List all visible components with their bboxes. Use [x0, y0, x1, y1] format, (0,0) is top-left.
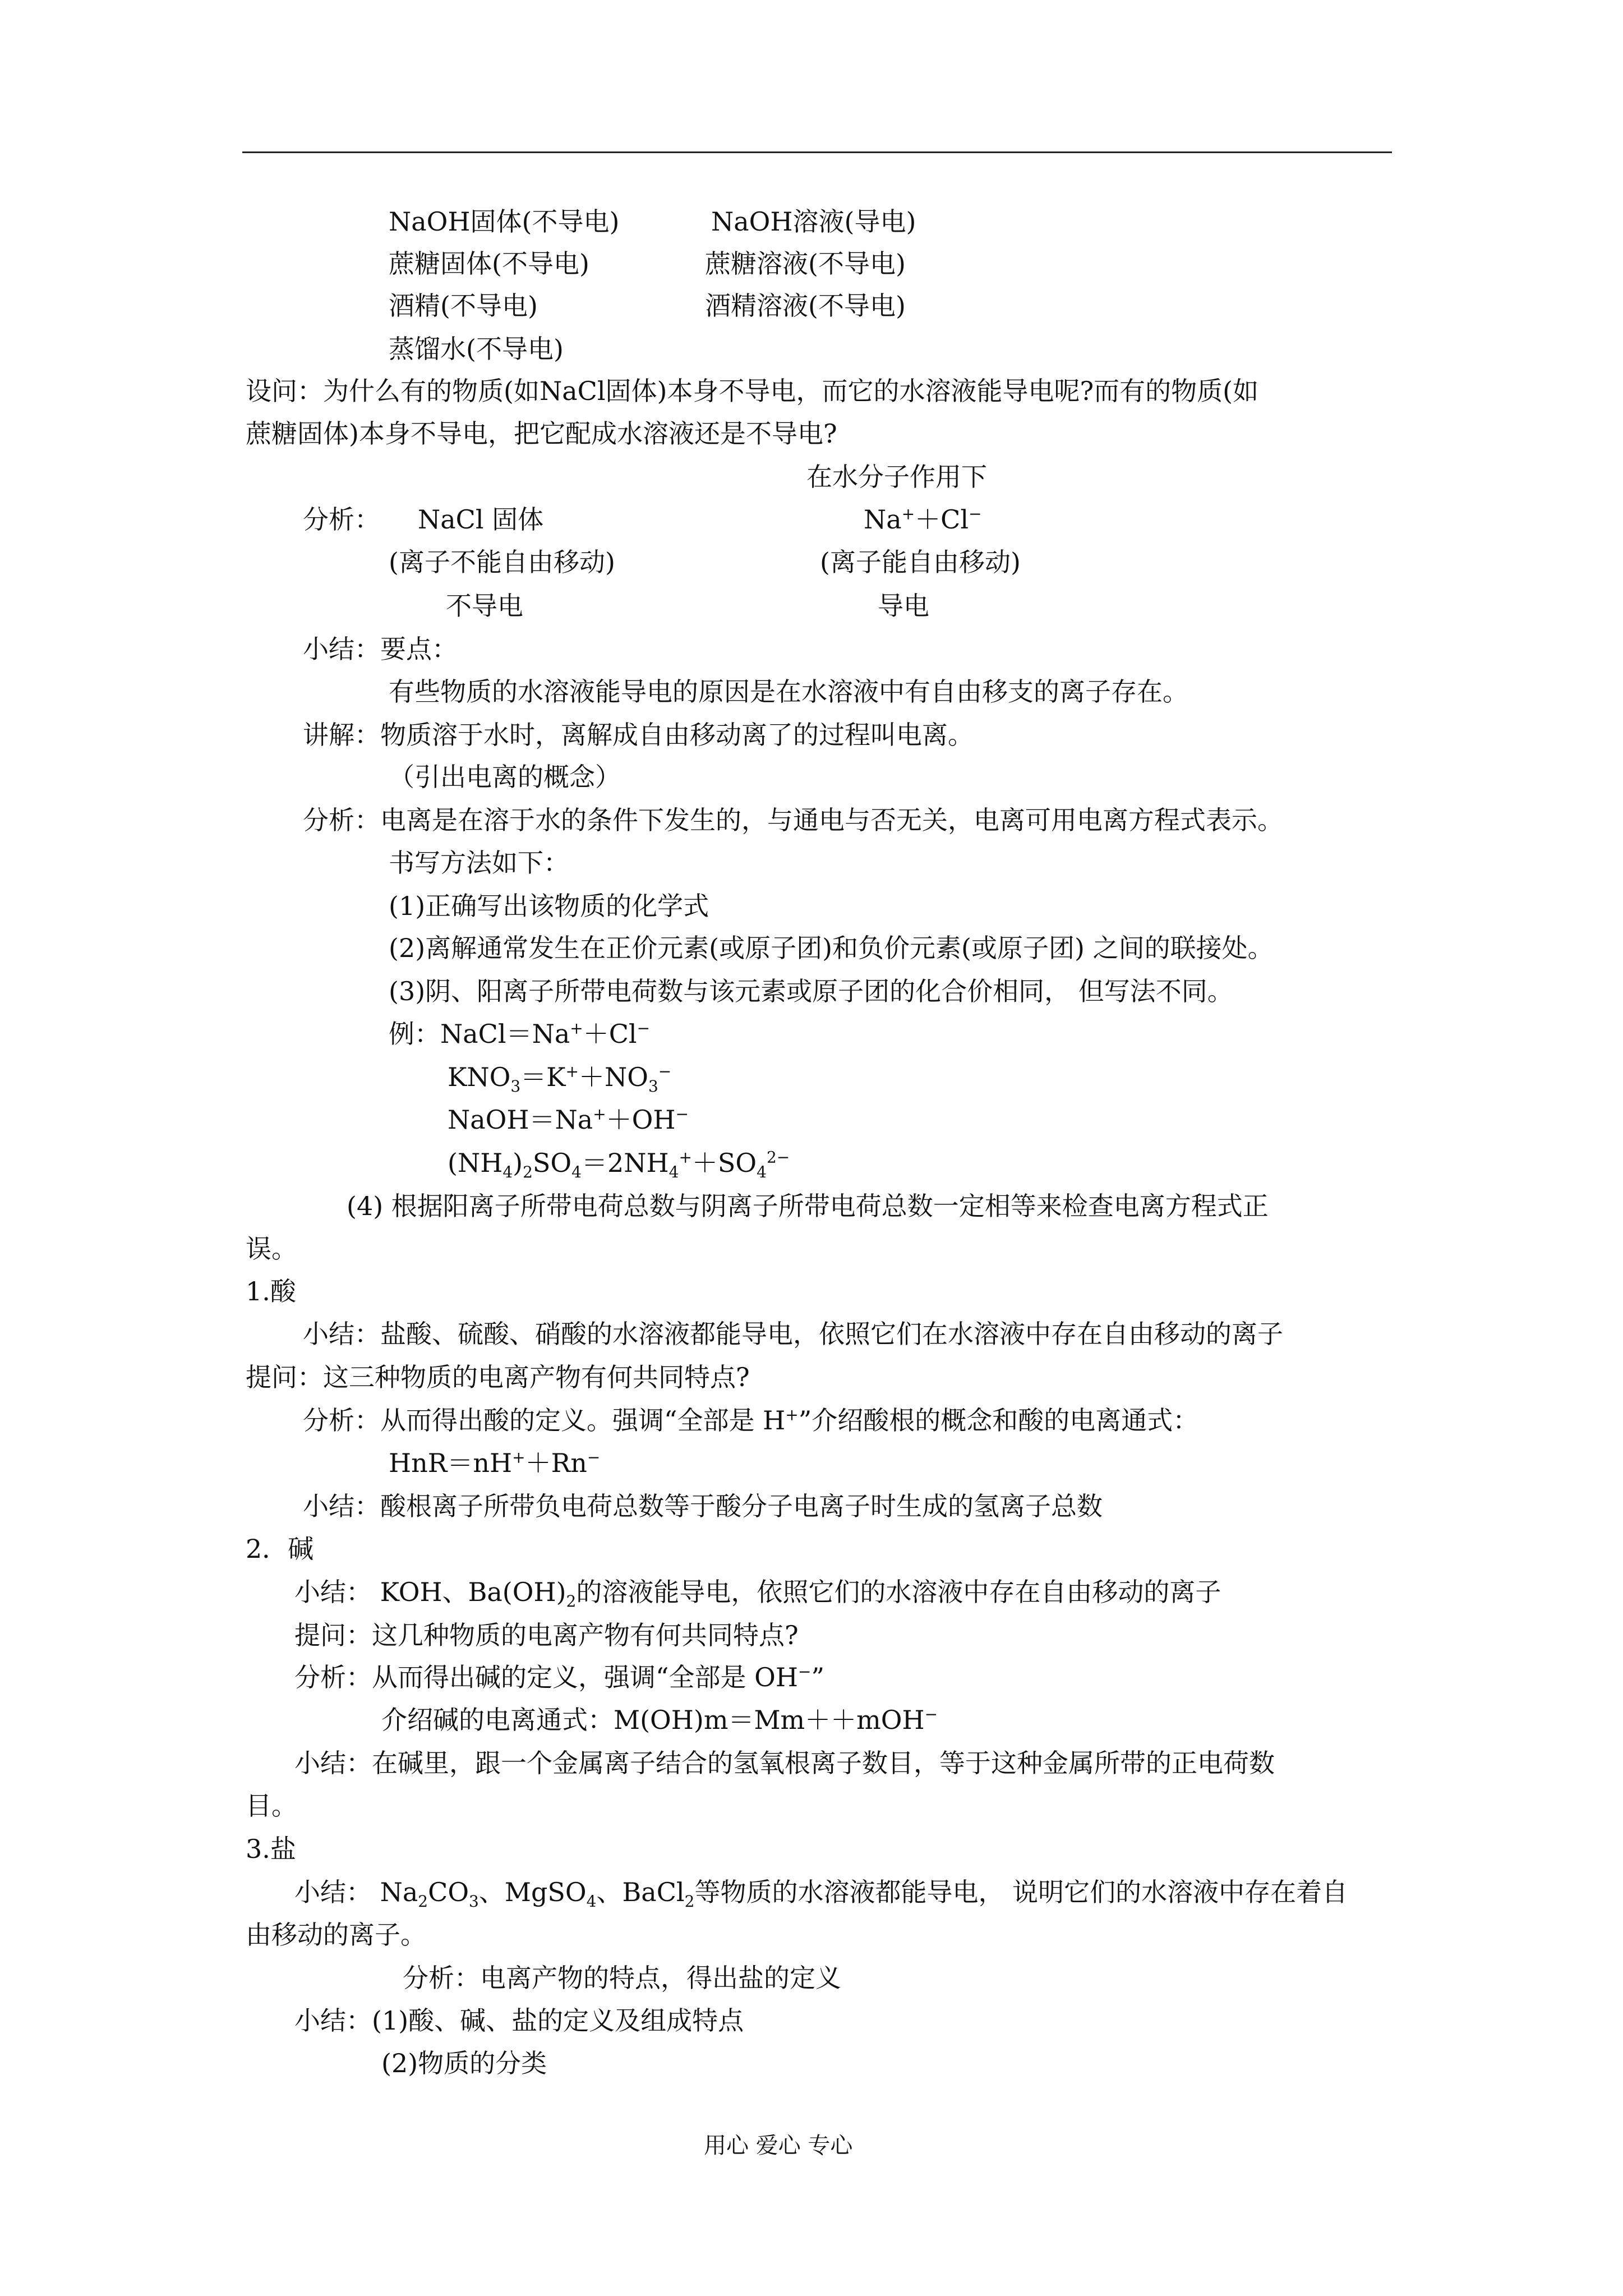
- salt-analysis: 分析：电离产物的特点，得出盐的定义: [403, 1963, 841, 1993]
- question-line-1: 设问：为什么有的物质(如NaCl固体)本身不导电，而它的水溶液能导电呢?而有的物质(如: [246, 376, 1259, 406]
- naoh-solid-text: NaOH固体(不导电): [389, 206, 620, 237]
- sugar-solid-text: 蔗糖固体(不导电): [389, 249, 589, 279]
- lecture-note: （引出电离的概念）: [389, 762, 621, 792]
- acid-question: 提问：这三种物质的电离产物有何共同特点?: [246, 1362, 750, 1392]
- summary-1-label: 小结：要点：: [303, 634, 458, 664]
- question-line-2: 蔗糖固体)本身不导电，把它配成水溶液还是不导电?: [246, 418, 837, 449]
- salt-heading: 3.盐: [246, 1834, 296, 1864]
- step-4-line-2: 误。: [246, 1234, 297, 1264]
- example-nacl: 例：NaCl＝Na+＋Cl−: [389, 1019, 651, 1049]
- method-text: 书写方法如下：: [389, 848, 569, 878]
- base-summary: 小结： KOH、$Ba(OH)_2$的溶液能导电，依照它们的水溶液中存在自由移动的离子: [294, 1577, 1221, 1611]
- step-4-line-1: (4) 根据阳离子所带电荷总数与阴离子所带电荷总数一定相等来检查电离方程式正: [347, 1191, 1269, 1221]
- example-kno3: $KNO_3=K^++NO_3^-$: [448, 1062, 672, 1096]
- salt-summary-line-2: 由移动的离子。: [246, 1920, 426, 1950]
- acid-analysis: 分析：从而得出酸的定义。强调“全部是 H+”介绍酸根的概念和酸的电离通式：: [303, 1405, 1199, 1435]
- alcohol-text: 酒精(不导电): [389, 291, 538, 321]
- base-analysis: 分析：从而得出碱的定义，强调“全部是 OH−”: [294, 1662, 824, 1692]
- base-formula: 介绍碱的电离通式：M(OH)m＝Mm＋＋mOH−: [381, 1705, 938, 1735]
- right-result-text: 导电: [878, 591, 929, 621]
- page-footer: 用心 爱心 专心: [704, 2133, 853, 2159]
- analysis-label: 分析：: [303, 504, 380, 535]
- acid-heading: 1.酸: [246, 1276, 296, 1306]
- summary-1-text: 有些物质的水溶液能导电的原因是在水溶液中有自由移支的离子存在。: [389, 677, 1188, 707]
- base-heading: 2．碱: [246, 1534, 314, 1564]
- base-question: 提问：这几种物质的电离产物有何共同特点?: [294, 1620, 799, 1650]
- acid-conclusion: 小结：酸根离子所带负电荷总数等于酸分子电离子时生成的氢离子总数: [303, 1491, 1103, 1521]
- step-1-text: (1)正确写出该物质的化学式: [389, 891, 709, 921]
- acid-summary: 小结：盐酸、硫酸、硝酸的水溶液都能导电，依照它们在水溶液中存在自由移动的离子: [303, 1319, 1283, 1349]
- lecture-text: 讲解：物质溶于水时，离解成自由移动离了的过程叫电离。: [303, 720, 974, 750]
- alcohol-solution-text: 酒精溶液(不导电): [705, 291, 906, 321]
- nacl-solid-text: NaCl 固体: [418, 504, 544, 535]
- base-conclusion-line-2: 目。: [246, 1791, 297, 1821]
- analysis-2-text: 分析：电离是在溶于水的条件下发生的，与通电与否无关，电离可用电离方程式表示。: [303, 805, 1283, 835]
- acid-formula: HnR＝nH+＋Rn−: [389, 1448, 601, 1478]
- left-state-text: (离子不能自由移动): [389, 547, 615, 577]
- distilled-water-text: 蒸馏水(不导电): [389, 334, 564, 364]
- step-3-text: (3)阴、阳离子所带电荷数与该元素或原子团的化合价相同， 但写法不同。: [389, 976, 1233, 1006]
- right-state-text: (离子能自由移动): [820, 547, 1021, 577]
- example-naoh: NaOH＝Na+＋OH−: [448, 1105, 689, 1135]
- ions-text: Na+＋Cl−: [864, 504, 982, 535]
- salt-summary: 小结： $Na_2CO_3$、MgSO$_4$、BaCl$_2$等物质的水溶液都能导电， 说明它们的水溶液中存在着自: [294, 1877, 1348, 1911]
- step-2-text: (2)离解通常发生在正价元素(或原子团)和负价元素(或原子团) 之间的联接处。: [389, 933, 1274, 963]
- final-item-2: (2)物质的分类: [381, 2048, 547, 2078]
- final-summary: 小结：(1)酸、碱、盐的定义及组成特点: [294, 2005, 744, 2036]
- header-rule: [242, 151, 1392, 153]
- condition-text: 在水分子作用下: [806, 462, 987, 492]
- sugar-solution-text: 蔗糖溶液(不导电): [705, 249, 906, 279]
- left-result-text: 不导电: [446, 591, 523, 621]
- example-nh4-2so4: $(NH_4)_2SO_4=2NH_4^++SO_4^{2-}$: [448, 1148, 790, 1182]
- naoh-solution-text: NaOH溶液(导电): [711, 206, 916, 237]
- base-conclusion-line-1: 小结：在碱里，跟一个金属离子结合的氢氧根离子数目，等于这种金属所带的正电荷数: [294, 1748, 1275, 1778]
